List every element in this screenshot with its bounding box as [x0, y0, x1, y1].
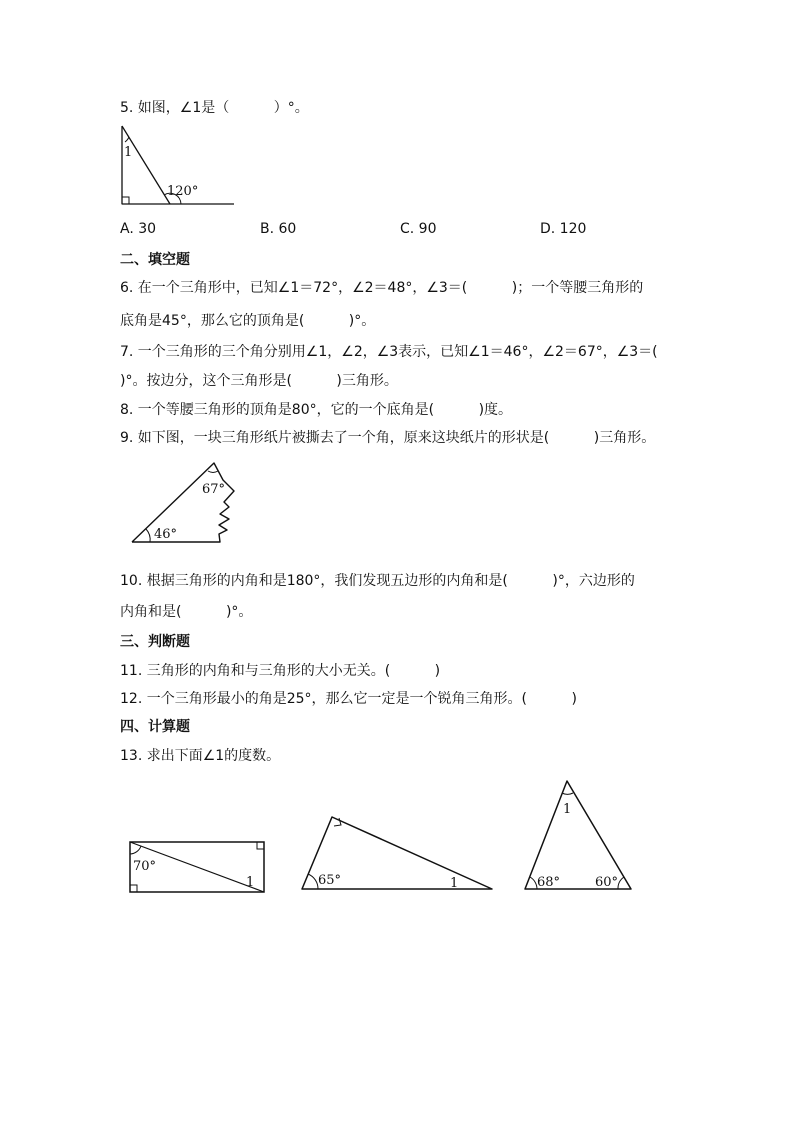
q9-angle67-label: 67°: [202, 482, 226, 497]
q5-angle120-label: 120°: [167, 184, 199, 199]
q13-fig1-angle70-label: 70°: [133, 859, 157, 874]
q9-torn-triangle-figure: [128, 458, 248, 548]
q5-option-d[interactable]: D. 120: [540, 221, 587, 237]
q13-fig2-angle1-label: 1: [450, 876, 459, 891]
q13-fig2-angle65-label: 65°: [318, 873, 342, 888]
q7-line2: )°。按边分，这个三角形是( )三角形。: [120, 373, 398, 389]
q9-angle46-label: 46°: [154, 527, 178, 542]
q5-triangle-figure: [112, 120, 242, 210]
q6-line2: 底角是45°，那么它的顶角是( )°。: [120, 313, 376, 329]
q5-option-c[interactable]: C. 90: [400, 221, 437, 237]
q13-fig3-angle60-label: 60°: [595, 875, 619, 890]
q5-question: 5. 如图，∠1是（ ）°。: [120, 100, 309, 116]
q12-line1: 12. 一个三角形最小的角是25°，那么它一定是一个锐角三角形。( ): [120, 691, 577, 707]
q11-line1: 11. 三角形的内角和与三角形的大小无关。( ): [120, 663, 441, 679]
q13-rectangle-figure: [128, 840, 268, 895]
q6-line1: 6. 在一个三角形中，已知∠1＝72°，∠2＝48°，∠3＝( )；一个等腰三角形的: [120, 280, 644, 296]
section-fill-in-title: 二、填空题: [120, 252, 190, 268]
q13-acute-triangle-figure: [521, 777, 636, 892]
q5-option-a[interactable]: A. 30: [120, 221, 157, 237]
q13-fig3-angle68-label: 68°: [537, 875, 561, 890]
q13-fig1-angle1-label: 1: [246, 875, 255, 890]
section-calculation-title: 四、计算题: [120, 719, 190, 735]
q13-right-triangle-figure: [298, 812, 498, 892]
q5-angle1-label: 1: [124, 145, 133, 160]
q10-line2: 内角和是( )°。: [120, 604, 253, 620]
q5-option-b[interactable]: B. 60: [260, 221, 297, 237]
q10-line1: 10. 根据三角形的内角和是180°，我们发现五边形的内角和是( )°，六边形的: [120, 573, 635, 589]
q13-line1: 13. 求出下面∠1的度数。: [120, 748, 281, 764]
q13-fig3-angle1-label: 1: [563, 802, 572, 817]
q9-line1: 9. 如下图，一块三角形纸片被撕去了一个角，原来这块纸片的形状是( )三角形。: [120, 430, 656, 446]
section-judgment-title: 三、判断题: [120, 634, 190, 650]
q7-line1: 7. 一个三角形的三个角分别用∠1，∠2，∠3表示，已知∠1＝46°，∠2＝67°，∠3＝(: [120, 344, 658, 360]
q8-line1: 8. 一个等腰三角形的顶角是80°，它的一个底角是( )度。: [120, 402, 513, 418]
